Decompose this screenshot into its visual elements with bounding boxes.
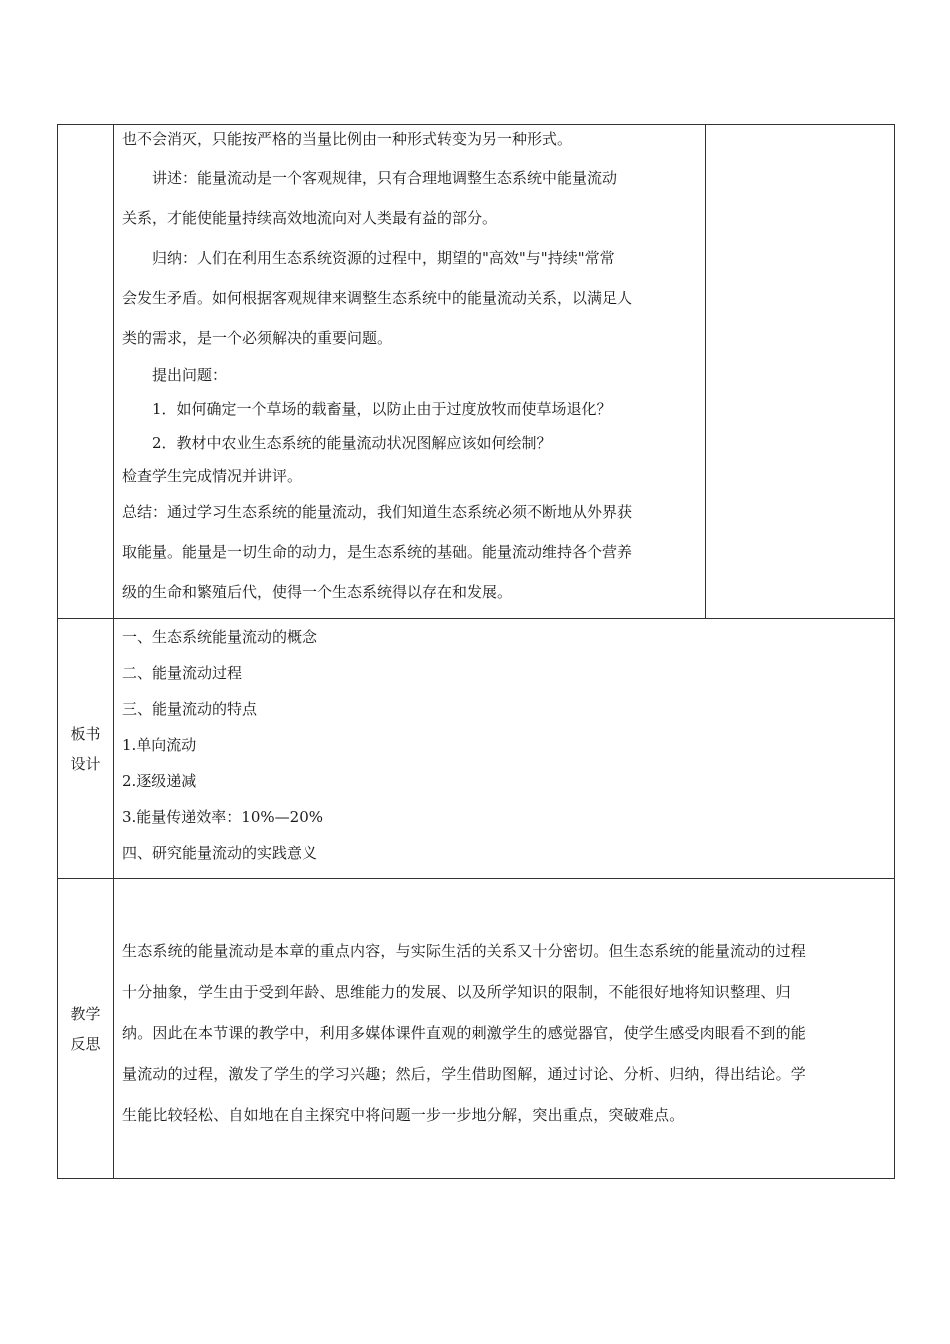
process-label-cell [58,125,114,619]
process-line: 关系，才能使能量持续高效地流向对人类最有益的部分。 [122,209,498,227]
process-notes-cell [706,125,895,619]
board-design-item: 1.单向流动 [122,736,197,754]
board-design-label-line1: 板书 [70,724,101,743]
process-line: 讲述：能量流动是一个客观规律，只有合理地调整生态系统中能量流动 [152,169,618,187]
board-design-item: 二、能量流动过程 [122,664,243,682]
reflection-label-line2: 反思 [70,1034,101,1053]
reflection-line: 量流动的过程，激发了学生的学习兴趣；然后，学生借助图解，通过讨论、分析、归纳，得出结论。学 [122,1065,807,1083]
board-design-content-cell [114,619,895,879]
process-line: 总结：通过学习生态系统的能量流动，我们知道生态系统必须不断地从外界获 [122,503,633,521]
reflection-line: 十分抽象，学生由于受到年龄、思维能力的发展、以及所学知识的限制，不能很好地将知识整理、归 [122,983,791,1001]
process-line: 1．如何确定一个草场的载畜量，以防止由于过度放牧而使草场退化？ [152,400,612,418]
process-line: 提出问题： [152,366,228,384]
board-design-item: 三、能量流动的特点 [122,700,258,718]
reflection-line: 纳。因此在本节课的教学中，利用多媒体课件直观的刺激学生的感觉器官，使学生感受肉眼看不到的能 [122,1024,807,1042]
process-line: 会发生矛盾。如何根据客观规律来调整生态系统中的能量流动关系，以满足人 [122,289,633,307]
board-design-item: 一、生态系统能量流动的概念 [122,628,318,646]
process-line: 2．教材中农业生态系统的能量流动状况图解应该如何绘制？ [152,434,552,452]
process-line: 归纳：人们在利用生态系统资源的过程中，期望的"高效"与"持续"常常 [152,249,615,267]
reflection-label-line1: 教学 [70,1004,101,1023]
reflection-label [58,879,114,1179]
process-content [114,125,705,618]
board-design-item: 2.逐级递减 [122,772,197,790]
lesson-plan-table [57,124,895,1179]
process-content-cell [114,125,706,619]
process-row [58,125,895,619]
process-line: 类的需求，是一个必须解决的重要问题。 [122,329,393,347]
process-line: 检查学生完成情况并讲评。 [122,467,303,485]
reflection-line: 生态系统的能量流动是本章的重点内容，与实际生活的关系又十分密切。但生态系统的能量流动的过程 [122,942,807,960]
board-design-item: 四、研究能量流动的实践意义 [122,844,318,862]
reflection-content-cell [114,879,895,1179]
process-line: 也不会消灭，只能按严格的当量比例由一种形式转变为另一种形式。 [122,130,573,148]
process-line: 级的生命和繁殖后代，使得一个生态系统得以存在和发展。 [122,583,513,601]
board-design-label-line2: 设计 [70,754,101,773]
board-design-label [58,619,114,879]
reflection-content [114,879,894,1178]
reflection-row [58,879,895,1179]
board-design-row [58,619,895,879]
reflection-line: 生能比较轻松、自如地在自主探究中将问题一步一步地分解，突出重点，突破难点。 [122,1106,685,1124]
board-design-item: 3.能量传递效率：10%—20% [122,808,323,826]
process-line: 取能量。能量是一切生命的动力，是生态系统的基础。能量流动维持各个营养 [122,543,633,561]
board-design-content [114,619,894,878]
